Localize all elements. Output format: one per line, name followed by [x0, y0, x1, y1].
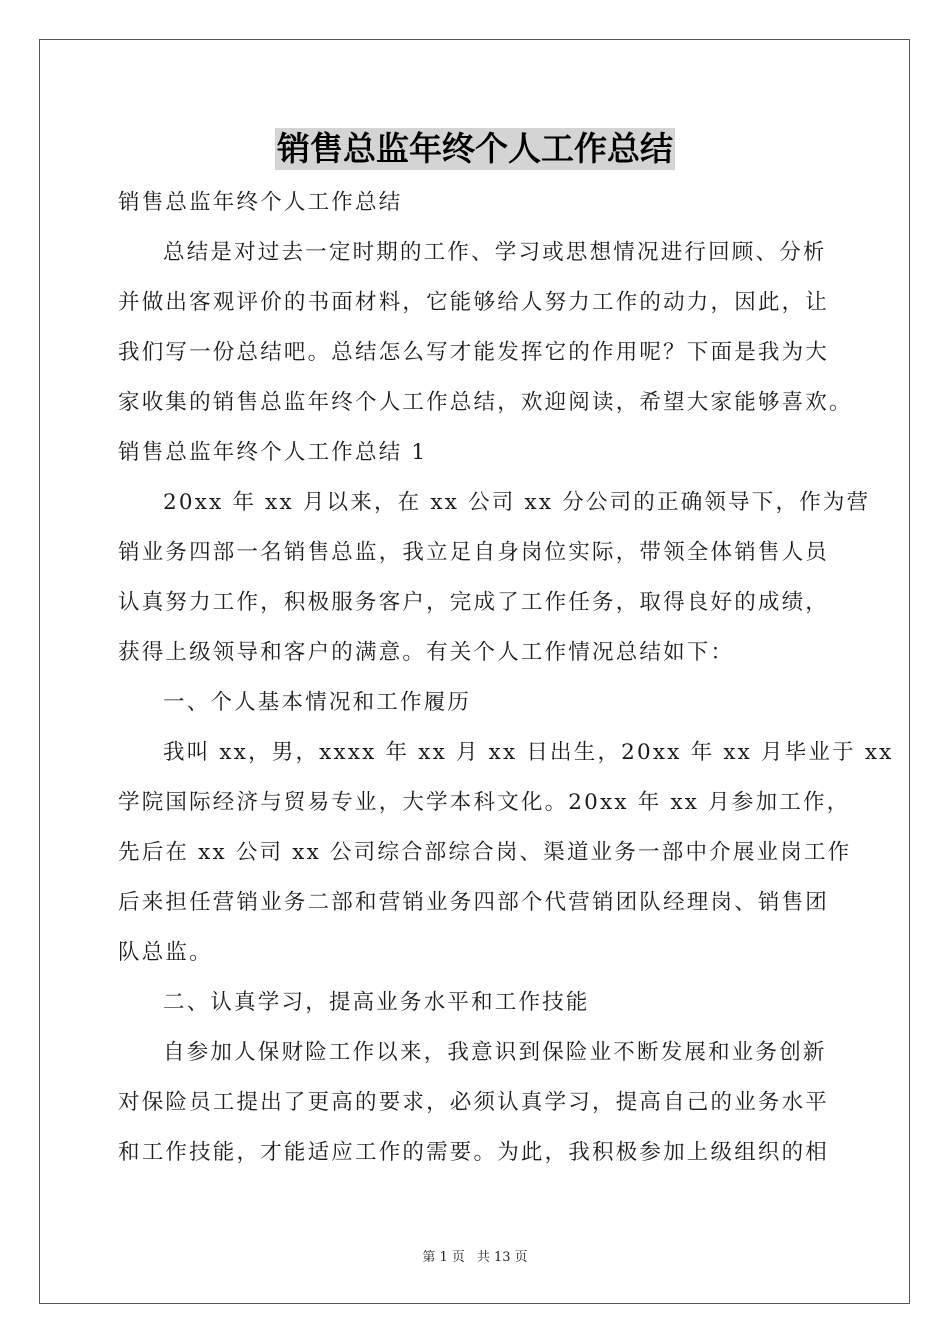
- text-line: 20xx 年 xx 月以来，在 xx 公司 xx 分公司的正确领导下，作为营: [163, 490, 871, 515]
- text-line: 并做出客观评价的书面材料，它能够给人努力工作的动力，因此，让: [118, 290, 830, 315]
- text-line: 二、认真学习，提高业务水平和工作技能: [163, 990, 590, 1015]
- text-line: 先后在 xx 公司 xx 公司综合部综合岗、渠道业务一部中介展业岗工作: [118, 840, 852, 865]
- text-line: 后来担任营销业务二部和营销业务四部个代营销团队经理岗、销售团: [118, 890, 830, 915]
- text-line: 自参加人保财险工作以来，我意识到保险业不断发展和业务创新: [163, 1040, 827, 1065]
- document-title: 销售总监年终个人工作总结: [277, 129, 673, 168]
- text-line: 一、个人基本情况和工作履历: [163, 690, 472, 715]
- page-total: 共 13 页: [476, 1250, 528, 1265]
- text-line: 销售总监年终个人工作总结 1: [118, 440, 428, 465]
- text-line: 和工作技能，才能适应工作的需要。为此，我积极参加上级组织的相: [118, 1140, 830, 1165]
- text-line: 对保险员工提出了更高的要求，必须认真学习，提高自己的业务水平: [118, 1090, 830, 1115]
- text-line: 销业务四部一名销售总监，我立足自身岗位实际，带领全体销售人员: [118, 540, 830, 565]
- text-line: 获得上级领导和客户的满意。有关个人工作情况总结如下：: [118, 640, 735, 665]
- text-line: 学院国际经济与贸易专业，大学本科文化。20xx 年 xx 月参加工作，: [118, 790, 851, 815]
- page-footer: [0, 1246, 950, 1265]
- title-container: [0, 128, 950, 170]
- text-line: 家收集的销售总监年终个人工作总结，欢迎阅读，希望大家能够喜欢。: [118, 390, 853, 415]
- text-line: 队总监。: [118, 940, 213, 965]
- text-line: 销售总监年终个人工作总结: [118, 190, 403, 215]
- text-line: 认真努力工作，积极服务客户，完成了工作任务，取得良好的成绩，: [118, 590, 830, 615]
- text-line: 我叫 xx，男，xxxx 年 xx 月 xx 日出生，20xx 年 xx 月毕业于 xx: [163, 740, 894, 765]
- page-number: 第 1 页: [422, 1250, 465, 1265]
- text-line: 我们写一份总结吧。总结怎么写才能发挥它的作用呢？下面是我为大: [118, 340, 830, 365]
- document-body: [118, 178, 894, 1178]
- text-line: 总结是对过去一定时期的工作、学习或思想情况进行回顾、分析: [163, 240, 827, 265]
